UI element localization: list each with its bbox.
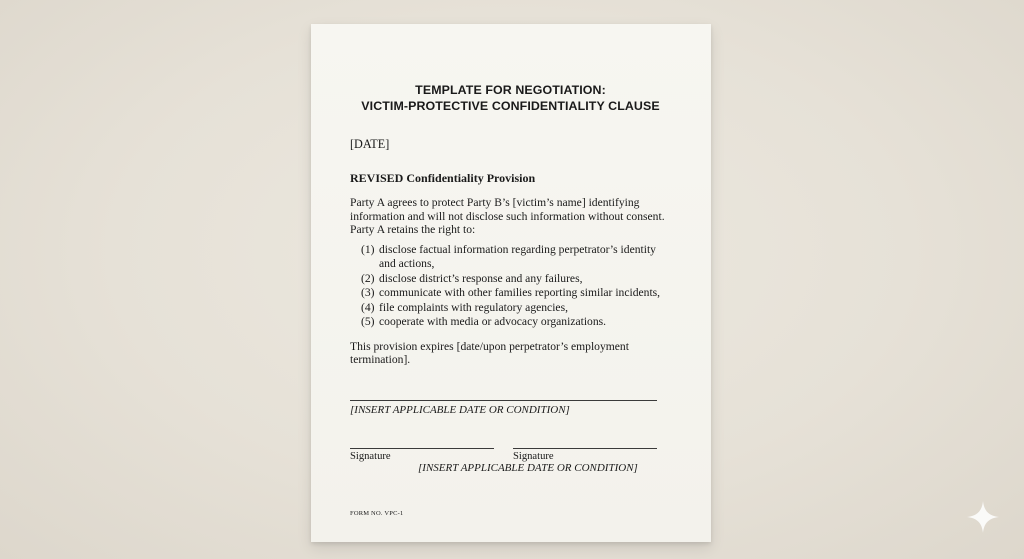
list-item [361, 286, 671, 301]
list-item-number: (3) [361, 286, 375, 299]
title-line-2: VICTIM-PROTECTIVE CONFIDENTIALITY CLAUSE [361, 99, 660, 113]
signature-line-1 [350, 448, 494, 449]
list-item-text: file complaints with regulatory agencies, [379, 300, 568, 314]
form-number: FORM NO. VPC-1 [350, 510, 404, 517]
signature-block-1 [350, 448, 494, 462]
sparkle-icon [966, 500, 1000, 534]
signature-line-2 [513, 448, 657, 449]
condition-placeholder-2: [INSERT APPLICABLE DATE OR CONDITION] [418, 461, 638, 474]
signature-block-2 [513, 448, 657, 462]
list-item-number: (1) [361, 242, 375, 256]
list-item-number: (2) [361, 271, 375, 285]
list-item-number: (4) [361, 300, 375, 314]
date-placeholder: [DATE] [350, 137, 390, 151]
list-item-text: disclose factual information regarding perpetrator’s identity and actions, [379, 242, 656, 270]
intro-paragraph: Party A agrees to protect Party B’s [victim’s name] identifying information and will not disclose such information without consent. Party A retains the right to: [350, 196, 665, 236]
signature-label-2: Signature [513, 450, 554, 462]
list-item-text: disclose district’s response and any failures, [379, 271, 583, 285]
document-page [311, 24, 711, 542]
list-item-text: cooperate with media or advocacy organizations. [379, 315, 607, 328]
condition-placeholder-1: [INSERT APPLICABLE DATE OR CONDITION] [350, 403, 570, 416]
title-line-1: TEMPLATE FOR NEGOTIATION: [415, 83, 606, 97]
list-item [361, 243, 671, 272]
signature-row [350, 448, 657, 462]
rights-list [350, 243, 671, 330]
section-heading: REVISED Confidentiality Provision [350, 171, 536, 185]
list-item-number: (5) [361, 315, 375, 328]
condition-blank-line [350, 400, 657, 401]
list-item-text: communicate with other families reporting similar incidents, [379, 286, 661, 299]
expiry-paragraph: This provision expires [date/upon perpetrator’s employment termination]. [350, 339, 629, 366]
list-item [361, 315, 671, 330]
list-item [361, 301, 671, 316]
document-title [350, 82, 661, 114]
signature-label-1: Signature [350, 450, 391, 462]
list-item [361, 272, 671, 287]
